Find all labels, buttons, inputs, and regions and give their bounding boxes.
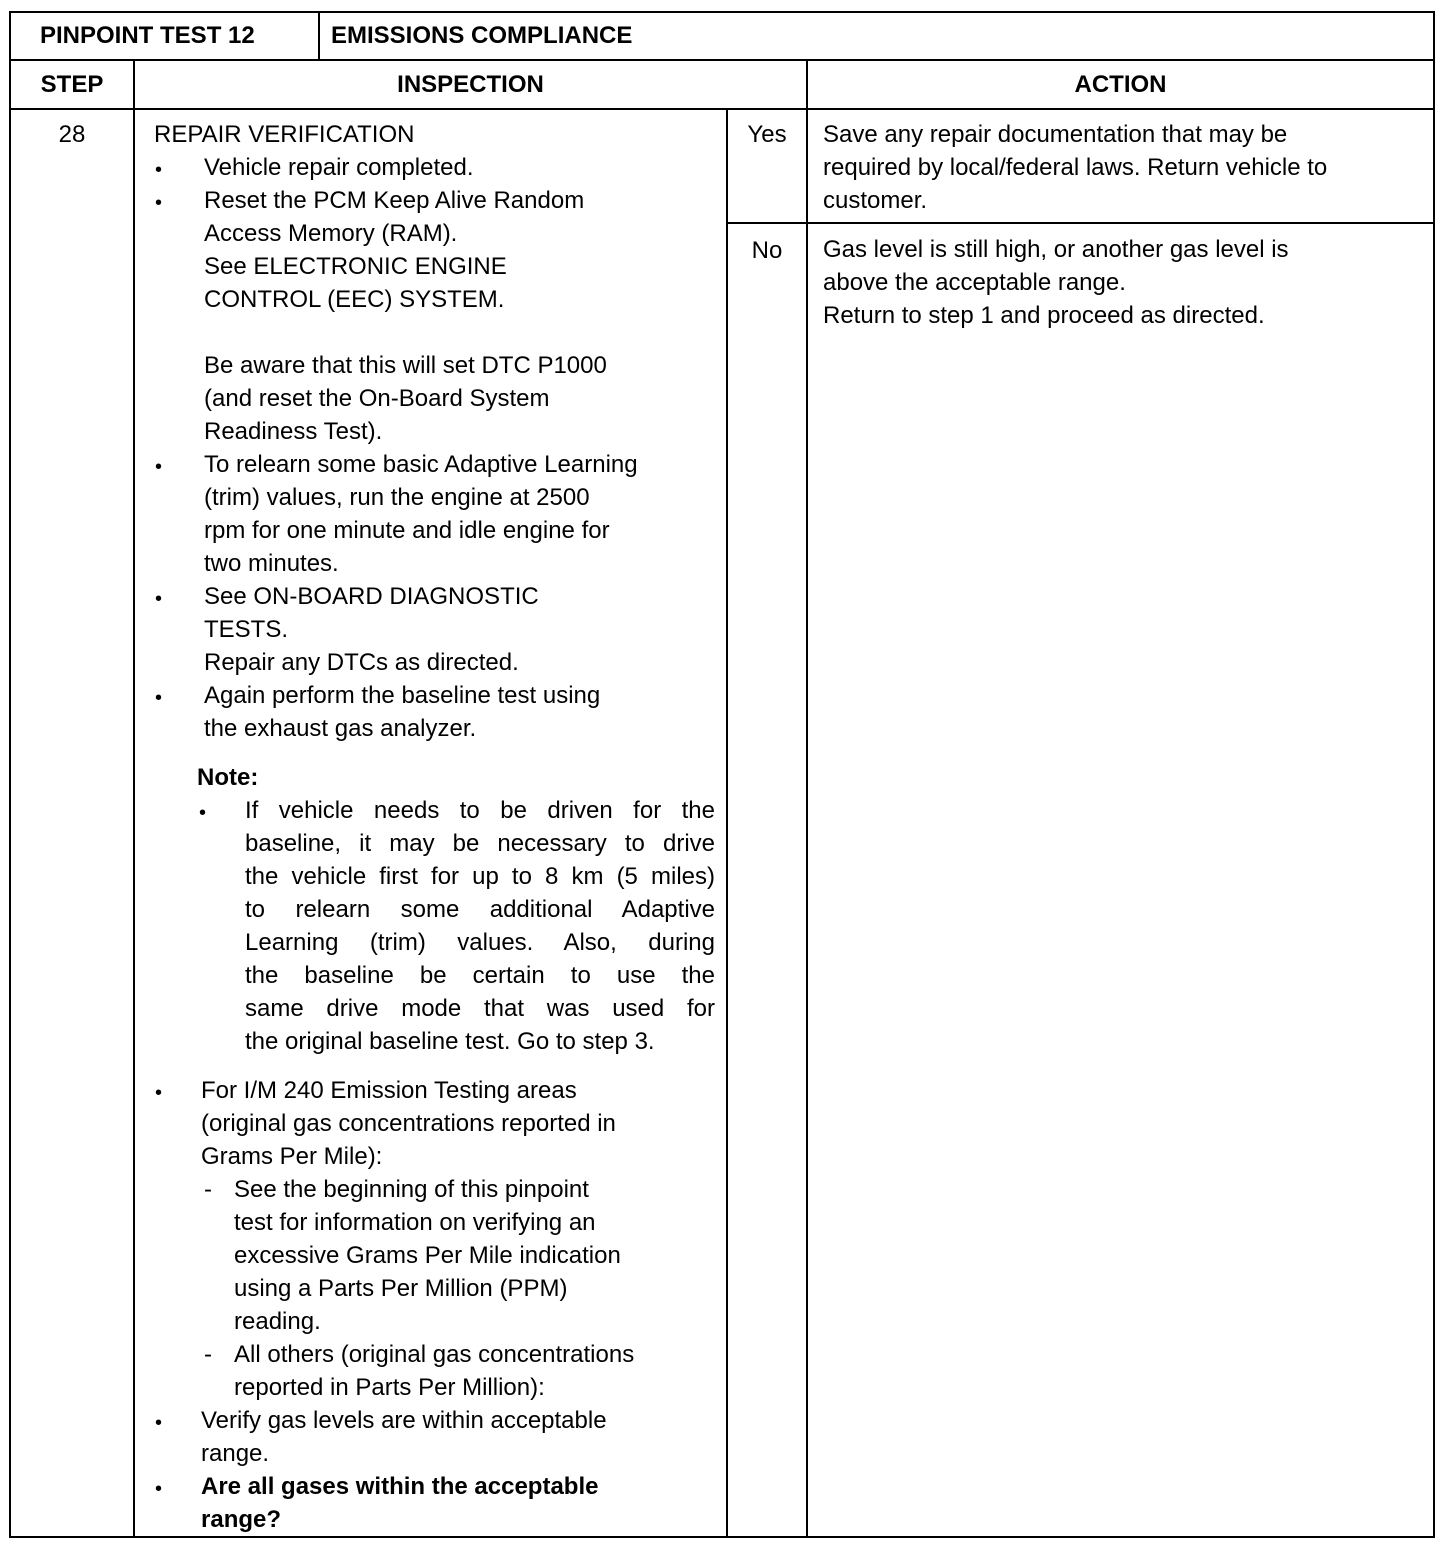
bullet-icon: • bbox=[155, 1412, 163, 1434]
inspection-text: two minutes. bbox=[204, 550, 339, 577]
inspection-text: (and reset the On-Board System bbox=[204, 385, 550, 412]
inspection-text: excessive Grams Per Mile indication bbox=[234, 1242, 621, 1269]
note-line: the vehicle first for up to 8 km (5 miles) bbox=[245, 863, 715, 890]
note-line: to relearn some additional Adaptive bbox=[245, 896, 715, 923]
inspection-text: All others (original gas concentrations bbox=[234, 1341, 635, 1368]
note-line: the original baseline test. Go to step 3. bbox=[245, 1028, 655, 1055]
yes-action-text: required by local/federal laws. Return vehicle to bbox=[823, 154, 1328, 181]
inspection-heading: REPAIR VERIFICATION bbox=[154, 121, 415, 148]
dash-icon: - bbox=[204, 1341, 212, 1368]
bullet-icon: • bbox=[155, 159, 163, 181]
step-column-divider bbox=[133, 59, 135, 1538]
note-line: the baseline be certain to use the bbox=[245, 962, 715, 989]
inspection-text: See ELECTRONIC ENGINE bbox=[204, 253, 507, 280]
inspection-text: reading. bbox=[234, 1308, 321, 1335]
inspection-text: Repair any DTCs as directed. bbox=[204, 649, 519, 676]
inspection-text: rpm for one minute and idle engine for bbox=[204, 517, 610, 544]
bullet-icon: • bbox=[155, 1478, 163, 1500]
inspection-text: Be aware that this will set DTC P1000 bbox=[204, 352, 607, 379]
no-label: No bbox=[751, 237, 783, 264]
column-header-action: ACTION bbox=[1074, 71, 1167, 98]
inspection-text: Grams Per Mile): bbox=[201, 1143, 383, 1170]
inspection-text: (trim) values, run the engine at 2500 bbox=[204, 484, 590, 511]
table-border-bottom bbox=[9, 1536, 1435, 1538]
inspection-text: using a Parts Per Million (PPM) bbox=[234, 1275, 568, 1302]
no-action-text: Gas level is still high, or another gas level is bbox=[823, 236, 1289, 263]
yes-action-text: Save any repair documentation that may be bbox=[823, 121, 1288, 148]
table-border-right bbox=[1433, 11, 1435, 1538]
note-label: Note: bbox=[197, 764, 259, 791]
note-line: Learning (trim) values. Also, during bbox=[245, 929, 715, 956]
title-divider bbox=[318, 11, 320, 60]
inspection-text: Verify gas levels are within acceptable bbox=[201, 1407, 607, 1434]
dash-icon: - bbox=[204, 1176, 212, 1203]
inspection-text: Readiness Test). bbox=[204, 418, 383, 445]
bullet-icon: • bbox=[155, 1082, 163, 1104]
note-line: same drive mode that was used for bbox=[245, 995, 715, 1022]
inspection-text: See the beginning of this pinpoint bbox=[234, 1176, 589, 1203]
note-line: If vehicle needs to be driven for the bbox=[245, 797, 715, 824]
test-name: EMISSIONS COMPLIANCE bbox=[331, 22, 633, 49]
inspection-text: CONTROL (EEC) SYSTEM. bbox=[204, 286, 505, 313]
inspection-text: Reset the PCM Keep Alive Random bbox=[204, 187, 585, 214]
title-row-divider bbox=[9, 59, 1435, 61]
inspection-text: TESTS. bbox=[204, 616, 289, 643]
table-border-top bbox=[9, 11, 1435, 13]
table-border-left bbox=[9, 11, 11, 1538]
bullet-icon: • bbox=[155, 192, 163, 214]
bullet-icon: • bbox=[155, 687, 163, 709]
inspection-action-divider bbox=[806, 59, 808, 1538]
inspection-text: reported in Parts Per Million): bbox=[234, 1374, 545, 1401]
inspection-text: Vehicle repair completed. bbox=[204, 154, 474, 181]
inspection-text: See ON-BOARD DIAGNOSTIC bbox=[204, 583, 539, 610]
no-action-text: Return to step 1 and proceed as directed. bbox=[823, 302, 1265, 329]
note-text bbox=[245, 794, 715, 1058]
inspection-text: test for information on verifying an bbox=[234, 1209, 596, 1236]
inspection-question: Are all gases within the acceptable bbox=[201, 1473, 599, 1500]
note-line: baseline, it may be necessary to drive bbox=[245, 830, 715, 857]
inspection-text: the exhaust gas analyzer. bbox=[204, 715, 477, 742]
bullet-icon: • bbox=[155, 456, 163, 478]
test-number: PINPOINT TEST 12 bbox=[40, 22, 255, 49]
inspection-text: range. bbox=[201, 1440, 270, 1467]
inspection-yesno-divider bbox=[726, 108, 728, 1538]
yes-action-text: customer. bbox=[823, 187, 928, 214]
column-header-inspection: INSPECTION bbox=[397, 71, 544, 98]
yes-label: Yes bbox=[747, 121, 787, 148]
column-header-step: STEP bbox=[40, 71, 104, 98]
inspection-question: range? bbox=[201, 1506, 282, 1533]
inspection-text: For I/M 240 Emission Testing areas bbox=[201, 1077, 577, 1104]
inspection-text: (original gas concentrations reported in bbox=[201, 1110, 616, 1137]
inspection-text: To relearn some basic Adaptive Learning bbox=[204, 451, 638, 478]
step-number: 28 bbox=[58, 121, 86, 148]
yes-no-divider bbox=[726, 222, 1435, 224]
no-action-text: above the acceptable range. bbox=[823, 269, 1126, 296]
bullet-icon: • bbox=[199, 802, 207, 824]
bullet-icon: • bbox=[155, 588, 163, 610]
inspection-text: Access Memory (RAM). bbox=[204, 220, 458, 247]
header-row-divider bbox=[9, 108, 1435, 110]
inspection-text: Again perform the baseline test using bbox=[204, 682, 601, 709]
